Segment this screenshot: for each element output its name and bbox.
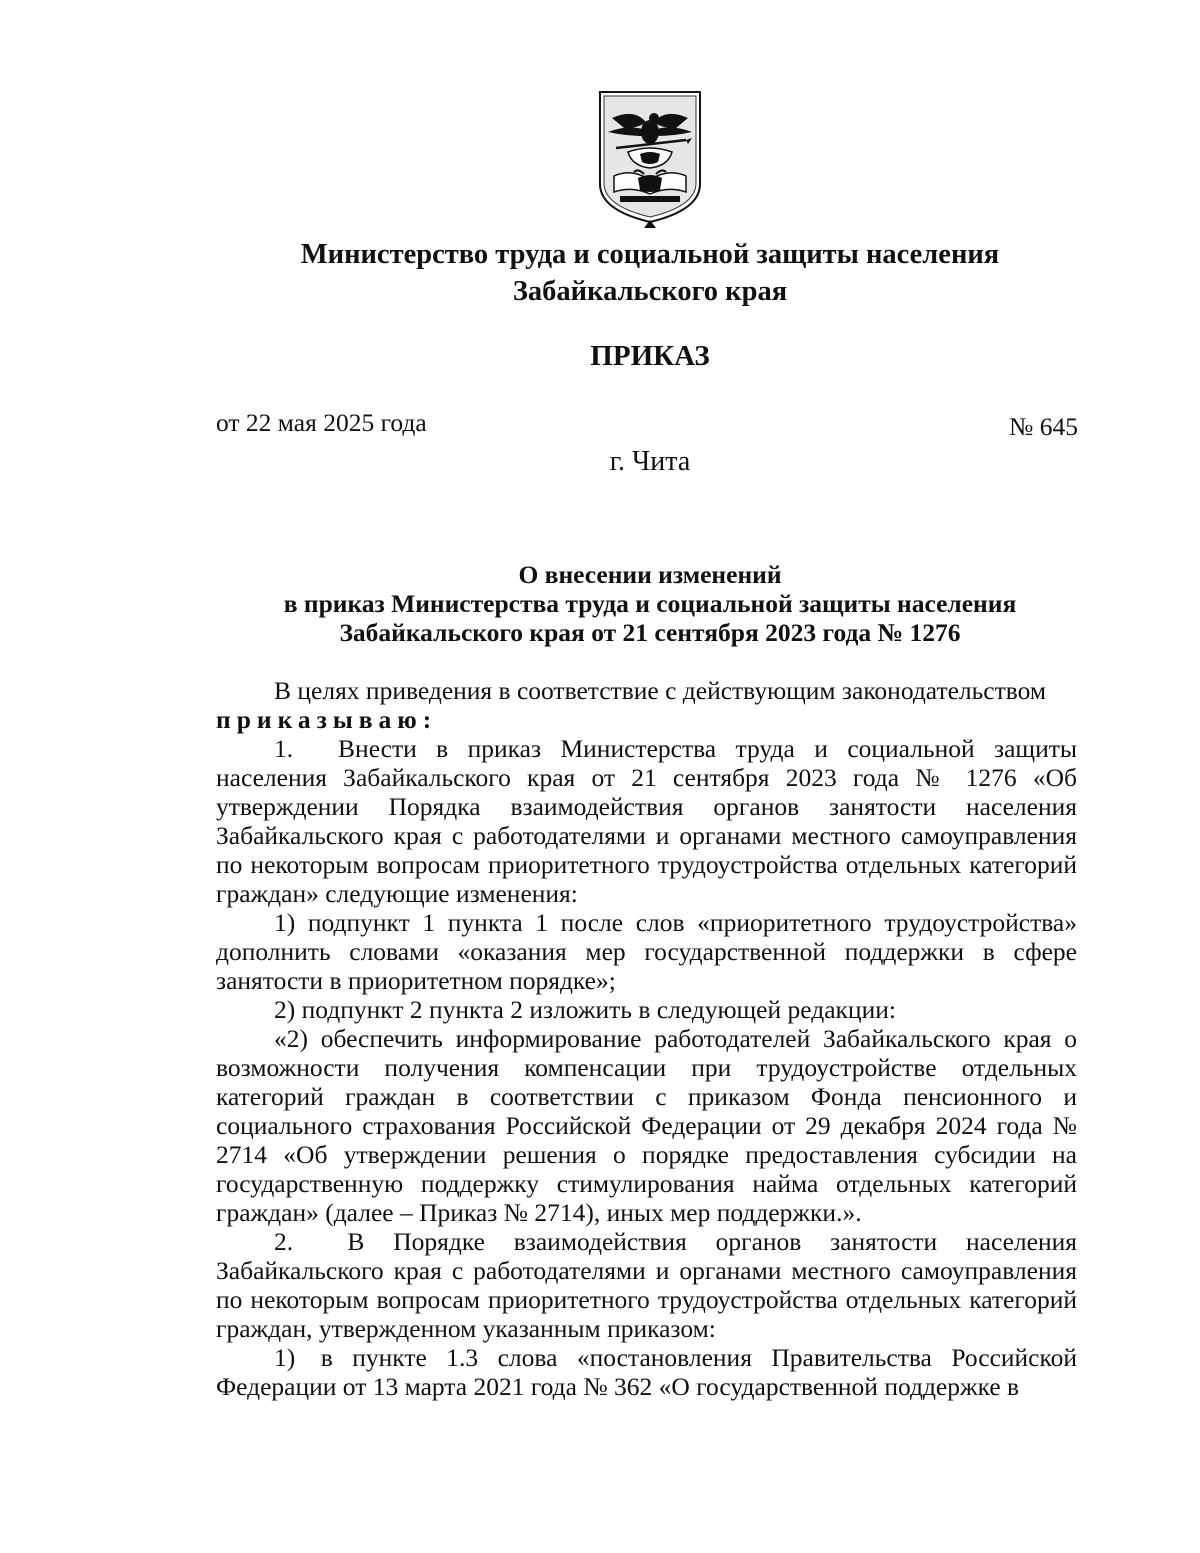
order-city: г. Чита	[609, 446, 691, 477]
coat-of-arms-icon	[594, 88, 706, 228]
paragraph-1: 1. Внести в приказ Министерства труда и социальной защиты населения Забайкальского края от 21 сентября 2023 года № 1276 «Об утверждении Порядка взаимодействия органов занятости населения Забайкальского края с работодателями и органами местного самоуправления по некоторым вопросам приоритетного трудоустройства отдельных категорий граждан» следующие изменения:	[216, 734, 1077, 908]
order-subject	[150, 560, 1150, 647]
order-number: № 645	[1009, 412, 1078, 441]
order-word-paragraph	[216, 705, 1077, 734]
paragraph-2: 2. В Порядке взаимодействия органов занятости населения Забайкальского края с работодателями и органами местного самоуправления по некоторым вопросам приоритетного трудоустройства отдельных категорий граждан, утвержденном указанным приказом:	[216, 1227, 1077, 1343]
ministry-name	[150, 236, 1150, 310]
order-subject-line1: О внесении изменений	[518, 560, 782, 589]
ministry-name-line1: Министерство труда и социальной защиты населения	[300, 239, 1000, 270]
order-subject-line3: Забайкальского края от 21 сентября 2023 года № 1276	[339, 618, 961, 647]
paragraph-1-item-2-text: «2) обеспечить информирование работодателей Забайкальского края о возможности получения компенсации при трудоустройстве отдельных категорий граждан в соответствии с приказом Фонда пенсионного и социального страхования Российской Федерации от 29 декабря 2024 года № 2714 «Об утверждении решения о порядке предоставления субсидии на государственную поддержку стимулирования найма отдельных категорий граждан» (далее – Приказ № 2714), иных мер поддержки.».	[216, 1024, 1077, 1227]
order-date: от 22 мая 2025 года	[216, 408, 427, 437]
document-type-title: ПРИКАЗ	[590, 340, 710, 372]
paragraph-2-item-1: 1) в пункте 1.3 слова «постановления Правительства Российской Федерации от 13 марта 2021 года № 362 «О государственной поддержке в	[216, 1343, 1077, 1401]
order-subject-line2: в приказ Министерства труда и социальной защиты населения	[283, 589, 1017, 618]
ministry-name-line2: Забайкальского края	[512, 276, 788, 307]
paragraph-1-item-1: 1) подпункт 1 пункта 1 после слов «приоритетного трудоустройства» дополнить словами «оказания мер государственной поддержки в сфере занятости в приоритетном порядке»;	[216, 908, 1077, 995]
paragraph-1-item-2: 2) подпункт 2 пункта 2 изложить в следующей редакции:	[274, 995, 896, 1024]
preamble-paragraph: В целях приведения в соответствие с действующим законодательством	[274, 676, 1047, 705]
order-body	[216, 676, 1077, 1401]
order-word: приказываю:	[216, 705, 438, 734]
